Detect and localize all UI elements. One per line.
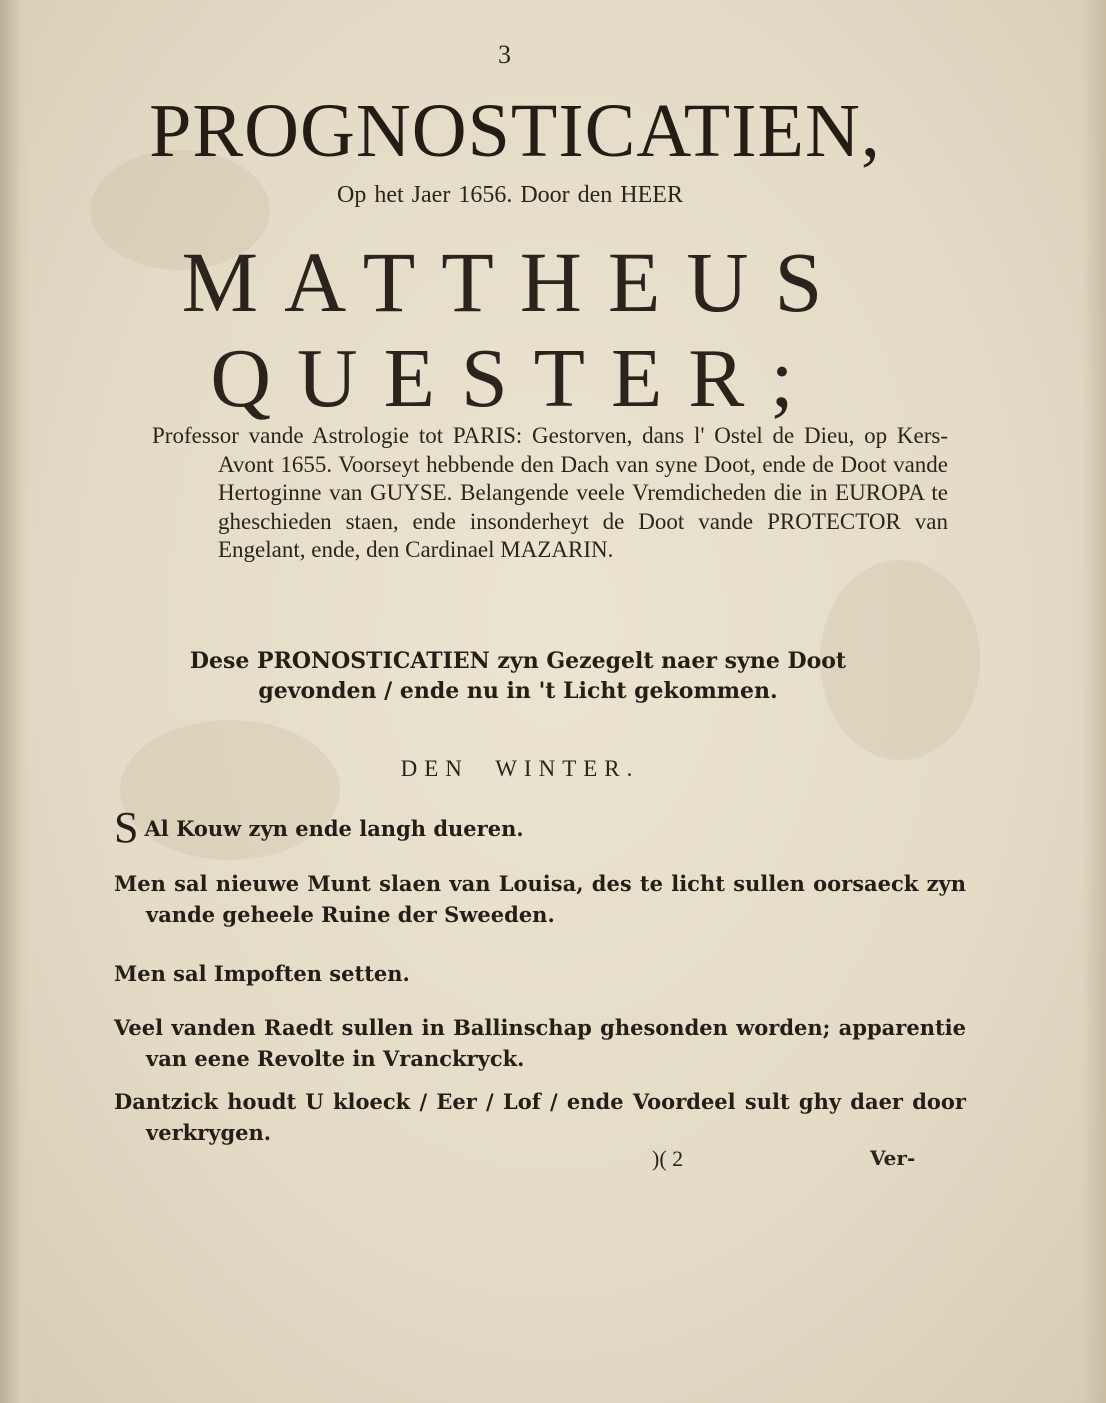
paragraph-2: Men sal nieuwe Munt slaen van Louisa, des te licht sullen oorsaeck zyn vande geheele Ruine der Sweeden. [114,871,966,927]
paragraph-1-text: Al Kouw zyn ende langh dueren. [144,816,524,841]
page-number: 3 [498,40,511,69]
paragraph-1 [114,803,934,852]
section-heading: DEN WINTER. [400,756,640,781]
catchword: Ver- [870,1146,916,1170]
page-title: PROGNOSTICATIEN, [149,89,881,173]
description-paragraph: Professor vande Astrologie tot PARIS: Gestorven, dans l' Ostel de Dieu, op Kers- Avont 1655. Voorseyt hebbende den Dach van syne Doot, ende de Doot vande Hertoginne van GUYSE. Belangende veele Vremdicheden die in EUROPA te gheschieden staen, ende insonderheyt de Doot vande PROTECTOR van Engelant, ende, den Cardinael MAZARIN. [152,423,948,562]
drop-cap: S [114,803,139,852]
paragraph-4: Veel vanden Raedt sullen in Ballinschap ghesonden worden; apparentie van eene Revolte in Vranckryck. [114,1015,966,1071]
page-edge-shadow [1082,0,1106,1403]
paragraph-3: Men sal Impoften setten. [114,961,410,986]
author-name-first: MATTHEUS [181,234,849,330]
author-name-last: QUESTER; [210,332,820,425]
page-gutter-shadow [0,0,30,1403]
subtitle: Op het Jaer 1656. Door den HEER [337,182,683,208]
signature-mark: )( 2 [652,1146,684,1171]
notice-paragraph: Dese PRONOSTICATIEN zyn Gezegelt naer syne Doot gevonden / ende nu in 't Licht gekommen. [189,648,847,704]
paragraph-5: Dantzick houdt U kloeck / Eer / Lof / ende Voordeel sult ghy daer door verkrygen. [114,1089,966,1145]
